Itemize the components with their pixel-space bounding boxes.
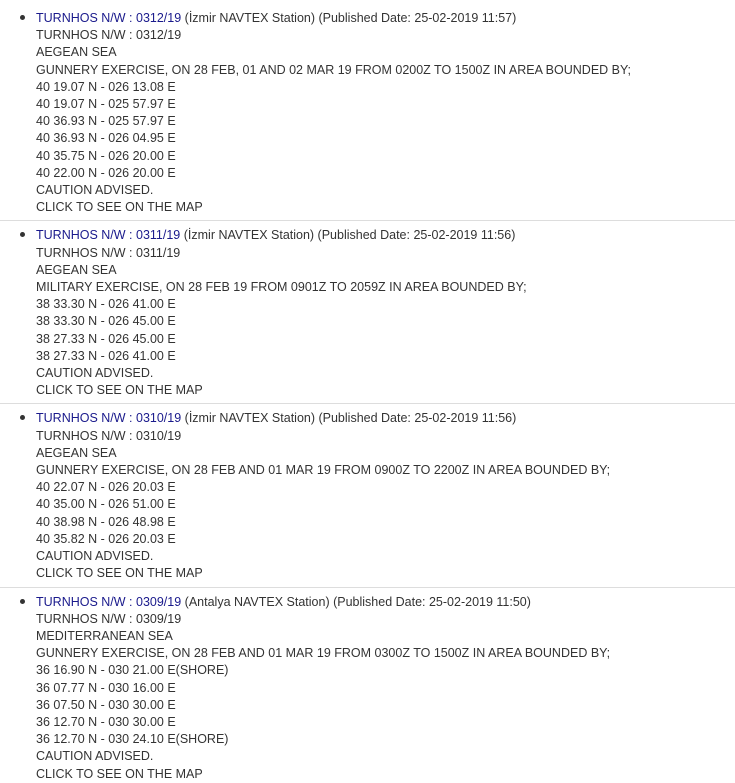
notice-line: 38 33.30 N - 026 41.00 E: [36, 297, 176, 312]
notice-line: TURNHOS N/W : 0309/19: [36, 611, 182, 626]
see-on-map-text: CLICK TO SEE ON THE MAP: [36, 766, 203, 781]
notice-line: TURNHOS N/W : 0310/19: [36, 428, 182, 443]
notice-item-0312: [0, 10, 735, 216]
notice-line: TURNHOS N/W : 0311/19: [36, 245, 181, 260]
notice-line: 40 36.93 N - 026 04.95 E: [36, 131, 176, 146]
notice-line: TURNHOS N/W : 0312/19: [36, 28, 182, 43]
notice-line: MEDITERRANEAN SEA: [36, 628, 173, 643]
notice-link-0310[interactable]: TURNHOS N/W : 0310/19: [36, 411, 182, 426]
bullet-icon: [20, 15, 25, 20]
notice-link-0312[interactable]: TURNHOS N/W : 0312/19: [36, 11, 182, 25]
notice-line: 36 07.50 N - 030 30.00 E: [36, 697, 176, 712]
notice-line: 40 36.93 N - 025 57.97 E: [36, 114, 176, 129]
notice-line: GUNNERY EXERCISE, ON 28 FEB AND 01 MAR 19 FROM 0900Z TO 2200Z IN AREA BOUNDED BY;: [36, 463, 611, 478]
notice-line: 36 12.70 N - 030 30.00 E: [36, 714, 176, 729]
notice-line: CAUTION ADVISED.: [36, 549, 154, 564]
notice-meta: (İzmir NAVTEX Station) (Published Date: 25-02-2019 11:56): [180, 228, 516, 243]
notice-line: 40 35.75 N - 026 20.00 E: [36, 148, 176, 163]
notice-line: MILITARY EXERCISE, ON 28 FEB 19 FROM 0901Z TO 2059Z IN AREA BOUNDED BY;: [36, 280, 527, 295]
notice-heading: [36, 227, 735, 244]
notice-line: 36 16.90 N - 030 21.00 E(SHORE): [36, 663, 229, 678]
notice-meta: (Antalya NAVTEX Station) (Published Date: 25-02-2019 11:50): [181, 594, 531, 609]
notice-line: 38 27.33 N - 026 41.00 E: [36, 348, 176, 363]
notice-line: AEGEAN SEA: [36, 445, 117, 460]
notice-item-0309: [0, 587, 735, 783]
notice-line: 40 38.98 N - 026 48.98 E: [36, 514, 176, 529]
notice-line: 38 33.30 N - 026 45.00 E: [36, 314, 176, 329]
notice-heading: [36, 410, 735, 427]
see-on-map-text: CLICK TO SEE ON THE MAP: [36, 566, 203, 581]
notice-line: 40 35.00 N - 026 51.00 E: [36, 497, 176, 512]
navtex-notice-list: [0, 10, 735, 783]
notice-line: 40 22.07 N - 026 20.03 E: [36, 480, 176, 495]
notice-line: 36 07.77 N - 030 16.00 E: [36, 680, 176, 695]
notice-item-0310: [0, 403, 735, 582]
notice-link-0311[interactable]: TURNHOS N/W : 0311/19: [36, 228, 181, 243]
notice-line: 40 35.82 N - 026 20.03 E: [36, 531, 176, 546]
notice-line: CAUTION ADVISED.: [36, 749, 154, 764]
notice-line: 36 12.70 N - 030 24.10 E(SHORE): [36, 732, 229, 747]
notice-link-0309[interactable]: TURNHOS N/W : 0309/19: [36, 594, 182, 609]
notice-line: 40 19.07 N - 026 13.08 E: [36, 79, 176, 94]
bullet-icon: [20, 415, 25, 420]
see-on-map-text: CLICK TO SEE ON THE MAP: [36, 383, 203, 398]
notice-line: GUNNERY EXERCISE, ON 28 FEB, 01 AND 02 MAR 19 FROM 0200Z TO 1500Z IN AREA BOUNDED BY;: [36, 62, 632, 77]
bullet-icon: [20, 232, 25, 237]
notice-meta: (İzmir NAVTEX Station) (Published Date: 25-02-2019 11:57): [181, 11, 517, 25]
notice-heading: [36, 594, 735, 611]
notice-line: CAUTION ADVISED.: [36, 183, 154, 198]
notice-line: GUNNERY EXERCISE, ON 28 FEB AND 01 MAR 19 FROM 0300Z TO 1500Z IN AREA BOUNDED BY;: [36, 646, 611, 661]
see-on-map-text: CLICK TO SEE ON THE MAP: [36, 200, 203, 215]
notice-line: CAUTION ADVISED.: [36, 366, 154, 381]
notice-line: AEGEAN SEA: [36, 45, 117, 60]
notice-heading: [36, 10, 735, 27]
bullet-icon: [20, 599, 25, 604]
notice-line: 38 27.33 N - 026 45.00 E: [36, 331, 176, 346]
notice-line: AEGEAN SEA: [36, 262, 117, 277]
notice-line: 40 22.00 N - 026 20.00 E: [36, 165, 176, 180]
notice-item-0311: [0, 220, 735, 399]
notice-meta: (İzmir NAVTEX Station) (Published Date: 25-02-2019 11:56): [181, 411, 517, 426]
notice-line: 40 19.07 N - 025 57.97 E: [36, 97, 176, 112]
